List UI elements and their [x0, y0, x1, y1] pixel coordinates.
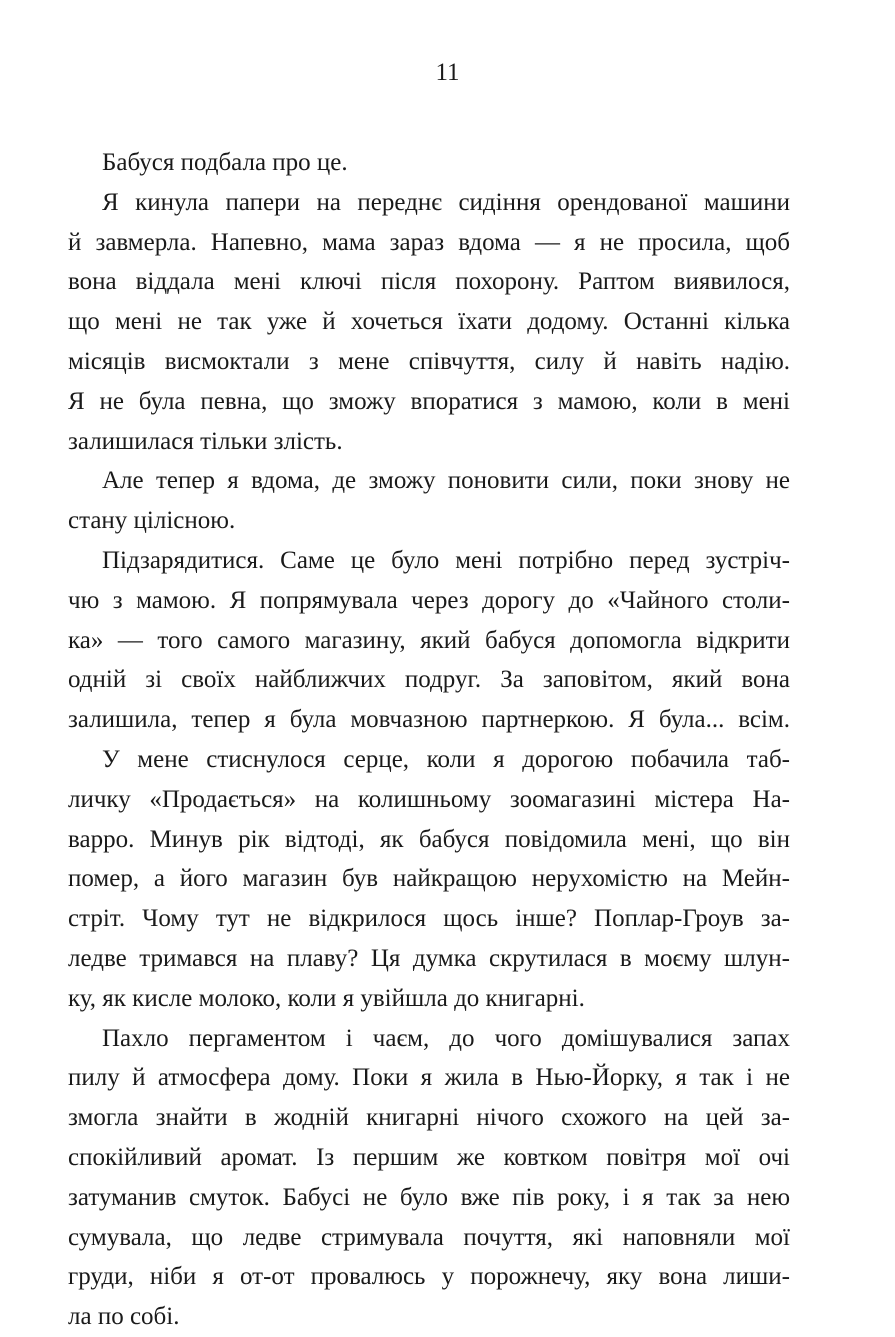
text-line: Я кинула папери на переднє сидіння орендованої машини: [102, 188, 790, 216]
text-line: помер, а його магазин був найкращою нерухомістю на Мейн-: [68, 865, 790, 893]
text-line: й завмерла. Напевно, мама зараз вдома — я не просила, щоб: [68, 228, 790, 256]
text-line: Бабуся подбала про це.: [102, 149, 348, 176]
text-line: варро. Минув рік відтоді, як бабуся повідомила мені, що він: [68, 825, 790, 853]
text-line: залишила, тепер я була мовчазною партнеркою. Я була... всім.: [68, 706, 790, 734]
text-line: Але тепер я вдома, де зможу поновити сили, поки знову не: [102, 467, 790, 495]
text-line: ла по собі.: [68, 1303, 180, 1331]
text-line: чю з мамою. Я попрямувала через дорогу до «Чайного столи-: [68, 586, 790, 614]
text-line: Підзарядитися. Саме це було мені потрібно перед зустріч-: [102, 546, 790, 574]
text-line: ку, як кисле молоко, коли я увійшла до книгарні.: [68, 984, 585, 1012]
text-line: спокійливий аромат. Із першим же ковтком повітря мої очі: [68, 1143, 790, 1171]
text-line: ка» — того самого магазину, який бабуся допомогла відкрити: [68, 626, 790, 654]
text-line: ледве тримався на плаву? Ця думка скрутилася в моєму шлун-: [68, 944, 790, 972]
text-line: Я не була певна, що зможу впоратися з мамою, коли в мені: [68, 387, 790, 415]
text-line: У мене стиснулося серце, коли я дорогою побачила таб-: [102, 745, 790, 773]
text-line: вона віддала мені ключі після похорону. Раптом виявилося,: [68, 268, 790, 296]
page-number: 11: [435, 59, 460, 86]
text-line: одній зі своїх найближчих подруг. За заповітом, який вона: [68, 666, 790, 694]
body-text: [68, 143, 790, 1337]
text-line: стріт. Чому тут не відкрилося щось інше? Поплар-Гроув за-: [68, 905, 790, 933]
text-line: стану цілісною.: [68, 507, 236, 535]
text-line: затуманив смуток. Бабусі не було вже пів року, і я так за нею: [68, 1183, 790, 1211]
text-line: що мені не так уже й хочеться їхати додому. Останні кілька: [68, 308, 790, 336]
text-line: залишилася тільки злість.: [68, 427, 343, 455]
text-line: пилу й атмосфера дому. Поки я жила в Нью-Йорку, я так і не: [68, 1064, 790, 1092]
text-line: змогла знайти в жодній книгарні нічого схожого на цей за-: [68, 1104, 790, 1132]
text-line: сумувала, що ледве стримувала почуття, які наповняли мої: [68, 1223, 790, 1251]
text-line: місяців висмоктали з мене співчуття, силу й навіть надію.: [68, 347, 790, 375]
text-line: Пахло пергаментом і чаєм, до чого домішувалися запах: [102, 1024, 790, 1052]
text-line: личку «Продається» на колишньому зоомагазині містера На-: [68, 785, 790, 813]
text-line: груди, ніби я от-от провалюсь у порожнечу, яку вона лиши-: [68, 1263, 790, 1291]
